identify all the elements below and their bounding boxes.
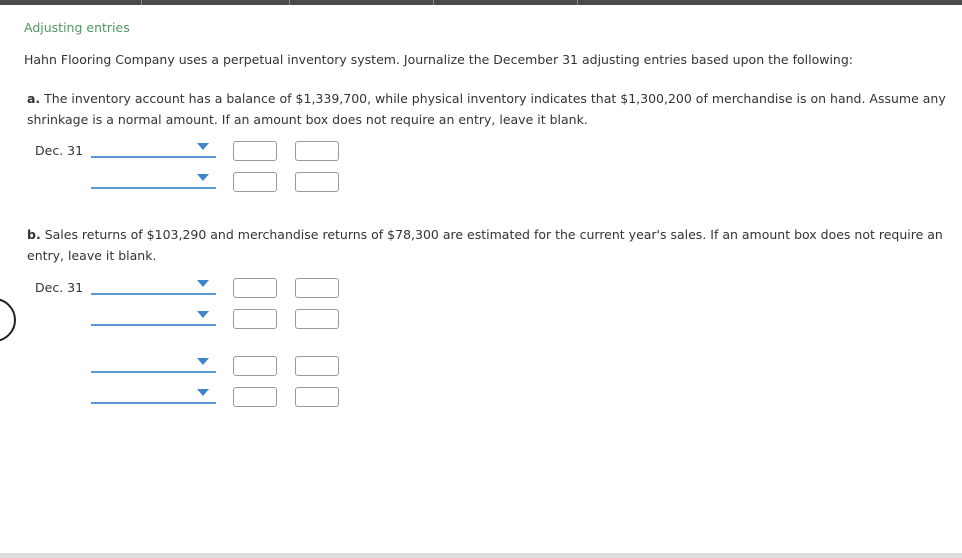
part-a-label: a. [27,91,41,106]
page-title: Adjusting entries [24,20,130,35]
part-b-date: Dec. 31 [35,280,84,295]
chevron-down-icon [197,174,209,181]
part-b-debit-input-2[interactable] [233,309,277,329]
part-b-account-dropdown-2[interactable] [91,310,216,326]
problem-intro: Hahn Flooring Company uses a perpetual inventory system. Journalize the December 31 adjusting entries based upon the following: [24,52,853,67]
part-b-debit-input-3[interactable] [233,356,277,376]
tab-divider [141,0,142,5]
part-a-debit-input-2[interactable] [233,172,277,192]
chevron-down-icon [197,143,209,150]
part-b-credit-input-4[interactable] [295,387,339,407]
part-a-credit-input-2[interactable] [295,172,339,192]
part-b-instructions [27,224,959,266]
part-b-debit-input-1[interactable] [233,278,277,298]
part-b-credit-input-2[interactable] [295,309,339,329]
part-b-credit-input-1[interactable] [295,278,339,298]
part-b-account-dropdown-4[interactable] [91,388,216,404]
bottom-scroll-edge [0,553,962,558]
part-a-debit-input-1[interactable] [233,141,277,161]
chevron-down-icon [197,358,209,365]
part-a-text: The inventory account has a balance of $1,339,700, while physical inventory indicates that $1,300,200 of merchandise is on hand. Assume any shrinkage is a normal amount. If an amount box does not require an entry, leave it blank. [27,91,946,127]
part-b-credit-input-3[interactable] [295,356,339,376]
part-a-account-dropdown-2[interactable] [91,173,216,189]
chevron-down-icon [197,311,209,318]
tab-divider [577,0,578,5]
tab-divider [433,0,434,5]
part-b-label: b. [27,227,41,242]
part-a-instructions [27,88,959,130]
part-b-debit-input-4[interactable] [233,387,277,407]
part-b-account-dropdown-3[interactable] [91,357,216,373]
part-a-date: Dec. 31 [35,143,84,158]
part-b-account-dropdown-1[interactable] [91,279,216,295]
top-tab-bar [0,0,962,5]
part-a-account-dropdown-1[interactable] [91,142,216,158]
chevron-down-icon [197,389,209,396]
chevron-down-icon [197,280,209,287]
part-b-text: Sales returns of $103,290 and merchandise returns of $78,300 are estimated for the current year's sales. If an amount box does not require an entry, leave it blank. [27,227,943,263]
part-a-credit-input-1[interactable] [295,141,339,161]
cursor-ring-icon [0,298,16,342]
tab-divider [289,0,290,5]
